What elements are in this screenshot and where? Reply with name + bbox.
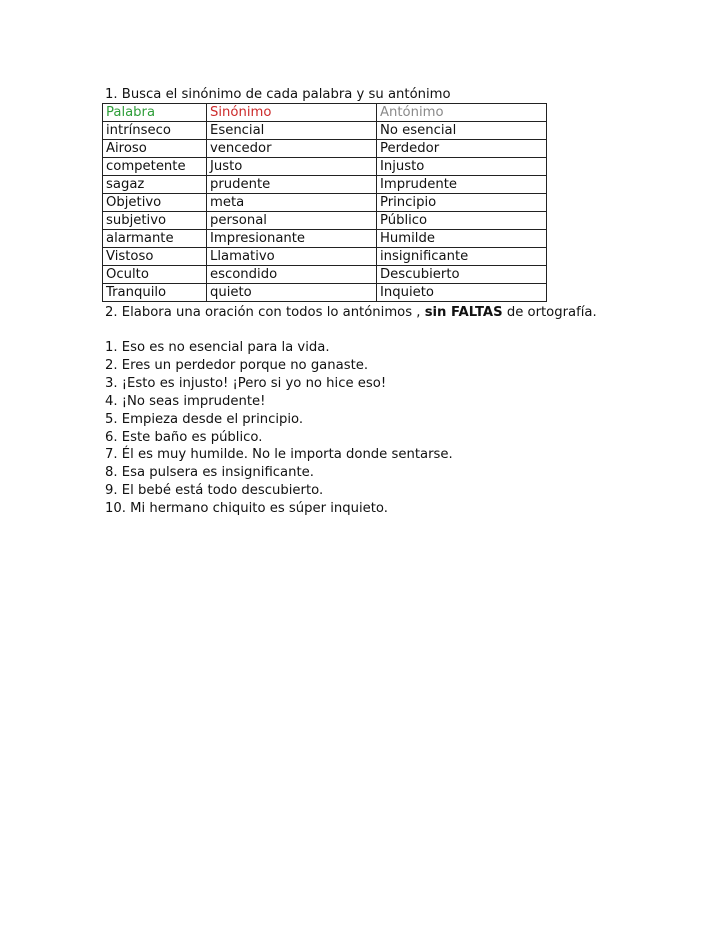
question-2-instruction [105, 304, 597, 322]
table-row [103, 284, 547, 302]
vocabulary-table [102, 103, 547, 302]
answer-sentence: 8. Esa pulsera es insignificante. [105, 465, 314, 481]
word-cell: alarmante [103, 230, 207, 248]
instruction-emphasis: sin FALTAS [424, 305, 503, 320]
header-antonimo: Antónimo [377, 104, 547, 122]
answer-sentence: 2. Eres un perdedor porque no ganaste. [105, 357, 369, 373]
table-row [103, 230, 547, 248]
antonym-cell: No esencial [377, 122, 547, 140]
word-cell: Objetivo [103, 194, 207, 212]
synonym-cell: vencedor [207, 140, 377, 158]
word-cell: sagaz [103, 176, 207, 194]
table-row [103, 122, 547, 140]
answer-sentence: 3. ¡Esto es injusto! ¡Pero si yo no hice eso! [105, 375, 387, 391]
instruction-text: 2. Elabora una oración con todos lo antónimos , [105, 305, 421, 320]
table-row [103, 266, 547, 284]
answer-sentence: 10. Mi hermano chiquito es súper inquieto. [105, 501, 388, 517]
synonym-cell: Llamativo [207, 248, 377, 266]
synonym-cell: Esencial [207, 122, 377, 140]
synonym-cell: personal [207, 212, 377, 230]
antonym-cell: Imprudente [377, 176, 547, 194]
word-cell: Vistoso [103, 248, 207, 266]
synonym-cell: meta [207, 194, 377, 212]
word-cell: Oculto [103, 266, 207, 284]
word-cell: competente [103, 158, 207, 176]
answer-sentence: 1. Eso es no esencial para la vida. [105, 340, 330, 355]
word-cell: subjetivo [103, 212, 207, 230]
answer-sentence: 7. Él es muy humilde. No le importa donde sentarse. [105, 447, 453, 463]
table-row [103, 248, 547, 266]
table-row [103, 140, 547, 158]
header-palabra: Palabra [103, 104, 207, 122]
antonym-cell: Descubierto [377, 266, 547, 284]
answer-sentence: 9. El bebé está todo descubierto. [105, 483, 324, 499]
synonym-cell: escondido [207, 266, 377, 284]
table-header-row [103, 104, 547, 122]
word-cell: intrínseco [103, 122, 207, 140]
synonym-cell: Impresionante [207, 230, 377, 248]
antonym-cell: insignificante [377, 248, 547, 266]
answer-sentence: 6. Este baño es público. [105, 429, 263, 445]
antonym-cell: Público [377, 212, 547, 230]
header-sinonimo: Sinónimo [207, 104, 377, 122]
answer-sentence: 5. Empieza desde el principio. [105, 411, 304, 427]
table-row [103, 194, 547, 212]
answer-sentence: 4. ¡No seas imprudente! [105, 393, 266, 409]
answers-list [105, 339, 453, 518]
antonym-cell: Injusto [377, 158, 547, 176]
instruction-text-end: de ortografía. [506, 305, 597, 320]
synonym-cell: quieto [207, 284, 377, 302]
table-row [103, 212, 547, 230]
antonym-cell: Principio [377, 194, 547, 212]
synonym-cell: Justo [207, 158, 377, 176]
antonym-cell: Inquieto [377, 284, 547, 302]
antonym-cell: Perdedor [377, 140, 547, 158]
antonym-cell: Humilde [377, 230, 547, 248]
word-cell: Airoso [103, 140, 207, 158]
table-row [103, 176, 547, 194]
synonym-cell: prudente [207, 176, 377, 194]
question-1-heading: 1. Busca el sinónimo de cada palabra y su antónimo [105, 87, 451, 102]
table-row [103, 158, 547, 176]
table-body [103, 122, 547, 302]
word-cell: Tranquilo [103, 284, 207, 302]
